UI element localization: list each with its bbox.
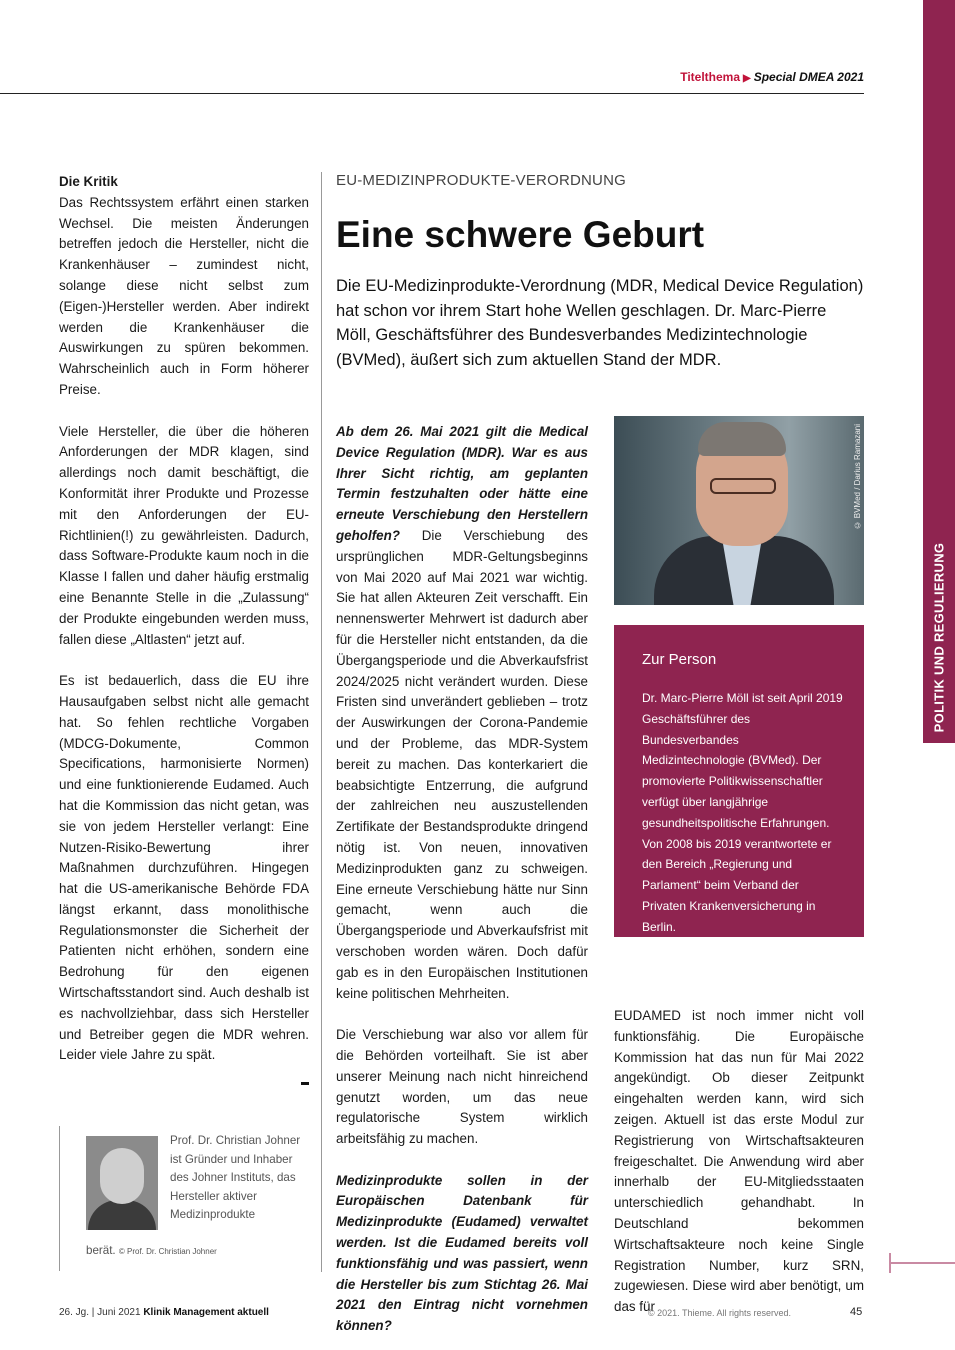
left-paragraph: Das Rechtssystem erfährt einen starken Wechsel. Die meisten Änderungen betreffen jedoch die Hersteller, nicht die Krankenhäuser – zumindest nicht, solange diese nicht selbst zum (Eigen-)Hersteller werden. Aber indirekt werden die Krankenhäuser die Auswirkungen zu spüren bekommen. Wahrscheinlich auch in Form höherer Preise.: [59, 194, 309, 397]
author-photo-credit: © Prof. Dr. Christian Johner: [118, 1247, 217, 1256]
author-bio-tail: berät.: [86, 1244, 116, 1257]
person-infobox: [614, 625, 864, 937]
interview-block: [336, 422, 588, 1004]
left-paragraph: Viele Hersteller, die über die höheren Anforderungen der MDR klagen, sind allerdings noch damit beschäftigt, die Konformität ihrer Produkte und Prozesse mit den Anforderungen der EU-Richtlinien(!) zu gewährleisten. Dadurch, dass Software-Produkte kaum noch in die Klasse I fallen und daher häufig erstmalig eine Benannte Stelle in die „Zulassung“ der Produkte eingebunden werden muss, fallen diese „Altlasten“ jetzt auf.: [59, 423, 309, 647]
author-box-rule: [59, 1126, 60, 1271]
middle-column: [336, 422, 588, 1350]
header-special: Special DMEA 2021: [753, 70, 864, 84]
end-mark: [301, 1082, 309, 1085]
interview-answer-continued: Die Verschiebung war also vor allem für die Behörden vorteilhaft. Sie ist aber unserer Meinung nach nicht hinreichend genutzt worden, um das neue regulatorische System wirklich arbeitsfähig zu machen.: [336, 1027, 588, 1147]
column-divider: [321, 172, 322, 1272]
footer-magazine: Klinik Management aktuell: [143, 1307, 269, 1318]
side-tab-label: POLITIK UND REGULIERUNG: [931, 542, 947, 733]
running-header: [680, 70, 864, 84]
author-photo: [86, 1136, 158, 1230]
page-number: 45: [850, 1306, 863, 1318]
portrait-photo: [614, 416, 864, 605]
interview-answer: Die Verschiebung des ursprünglichen MDR-Geltungsbeginns von Mai 2020 auf Mai 2021 war wichtig. Sie hat allen Akteuren Zeit verschafft. Ein nennenswerter Mehrwert ist dadurch aber für die Hersteller nicht entstanden, da die Übergangsperiode und die Abverkaufsfrist 2024/2025 nicht verändert wurden. Diese Fristen sind unverändert geblieben – trotz der Auswirkungen der Corona-Pandemie und der Probleme, das MDR-System bereit zu machen. Das konterkariert die beabsichtigte Entzerrung, die aufgrund der zahlreichen neu auszustellenden Zertifikate der Bestandsprodukte dringend nötig ist. Von neuen, innovativen Medizinprodukten ganz zu schweigen. Eine erneute Verschiebung hätte nur Sinn gemacht, wenn auch die Übergangsperiode und Abverkaufsfrist mit verschoben worden wären. Doch dafür gab es in den Europäischen Institutionen keine politischen Mehrheiten.: [336, 527, 588, 1001]
header-section: Titelthema: [680, 70, 741, 84]
left-column-heading: Die Kritik: [59, 174, 118, 189]
author-bio: Prof. Dr. Christian Johner ist Gründer und Inhaber des Johner Instituts, das Hersteller aktiver Medizinprodukte: [170, 1134, 301, 1222]
photo-credit: © BVMed / Darius Ramazani: [853, 424, 862, 530]
interview-question: Ab dem 26. Mai 2021 gilt die Medical Device Regulation (MDR). War es aus Ihrer Sicht richtig, am geplanten Termin festzuhalten oder hätte eine erneute Verschiebung den Herstellern geholfen?: [336, 424, 588, 543]
footer-copyright: © 2021. Thieme. All rights reserved.: [648, 1308, 792, 1318]
continuation-marker: [889, 1253, 955, 1273]
header-rule: [0, 93, 864, 94]
triangle-icon: ▶: [743, 73, 751, 84]
interview-question: Medizinprodukte sollen in der Europäischen Datenbank für Medizinprodukte (Eudamed) verwaltet werden. Ist die Eudamed bereits voll funktionsfähig und was passiert, wenn die Hersteller bis zum Stichtag 26. Mai 2021 den Eintrag nicht vornehmen können?: [336, 1172, 588, 1334]
right-column: [614, 1006, 864, 1339]
footer-issue: [59, 1307, 269, 1318]
article-title: Eine schwere Geburt: [336, 214, 705, 255]
left-column: [59, 172, 309, 1085]
infobox-title: Zur Person: [642, 651, 717, 668]
interview-answer: EUDAMED ist noch immer nicht voll funktionsfähig. Die Europäische Kommission hat das nun für Mai 2022 angekündigt. Ob dieser Zeitpunkt eingehalten werden kann, wird sich zeigen. Aktuell ist das erste Modul zur Registrierung von Wirtschaftsakteuren freigeschaltet. Die Anwendung wird aber innerhalb der EU-Mitgliedsstaaten unterschiedlich gehandhabt. In Deutschland bekommen Wirtschaftsakteure noch keine Single Registration Number, kurz SRN, zugewiesen. Diese wird aber benötigt, um das für: [614, 1008, 864, 1315]
article-label: EU-MEDIZINPRODUKTE-VERORDNUNG: [336, 172, 626, 189]
footer-issue-text: 26. Jg. | Juni 2021: [59, 1307, 141, 1318]
author-bio-end: [86, 1244, 217, 1257]
left-paragraph: Es ist bedauerlich, dass die EU ihre Hausaufgaben selbst nicht alle gemacht hat. So fehlen rechtliche Vorgaben (MDCG-Dokumente, Common Specifications, harmonisierte Normen) und eine funktionierende Eudamed. Auch hat die Kommission das nicht getan, was sie von jedem Hersteller verlangt: Eine Nutzen-Risiko-Bewertung ihrer Maßnahmen durchzuführen. Hingegen hat die US-amerikanische Behörde FDA längst erkannt, dass monolithische Regulationsmonster die Sicherheit der Patienten nicht erhöhen, sondern eine Bedrohung für den eigenen Wirtschaftsstandort sind. Auch deshalb ist es nachvollziehbar, dass sich Hersteller und Betreiber gegen die MDR wehren. Leider viele Jahre zu spät.: [59, 673, 309, 1063]
side-tab: [923, 0, 955, 743]
infobox-text: Dr. Marc-Pierre Möll ist seit April 2019 Geschäftsführer des Bundesverbandes Medizintechnologie (BVMed). Der promovierte Politikwissenschaftler verfügt über langjährige gesundheitspolitische Erfahrungen. Von 2008 bis 2019 verantwortete er den Bereich „Regierung und Parlament“ beim Verband der Privaten Krankenversicherung in Berlin.: [642, 691, 843, 934]
article-lead: Die EU-Medizinprodukte-Verordnung (MDR, Medical Device Regulation) hat schon vor ihrem Start hohe Wellen geschlagen. Dr. Marc-Pierre Möll, Geschäftsführer des Bundesverbandes Medizintechnologie (BVMed), äußert sich zum aktuellen Stand der MDR.: [336, 277, 864, 369]
